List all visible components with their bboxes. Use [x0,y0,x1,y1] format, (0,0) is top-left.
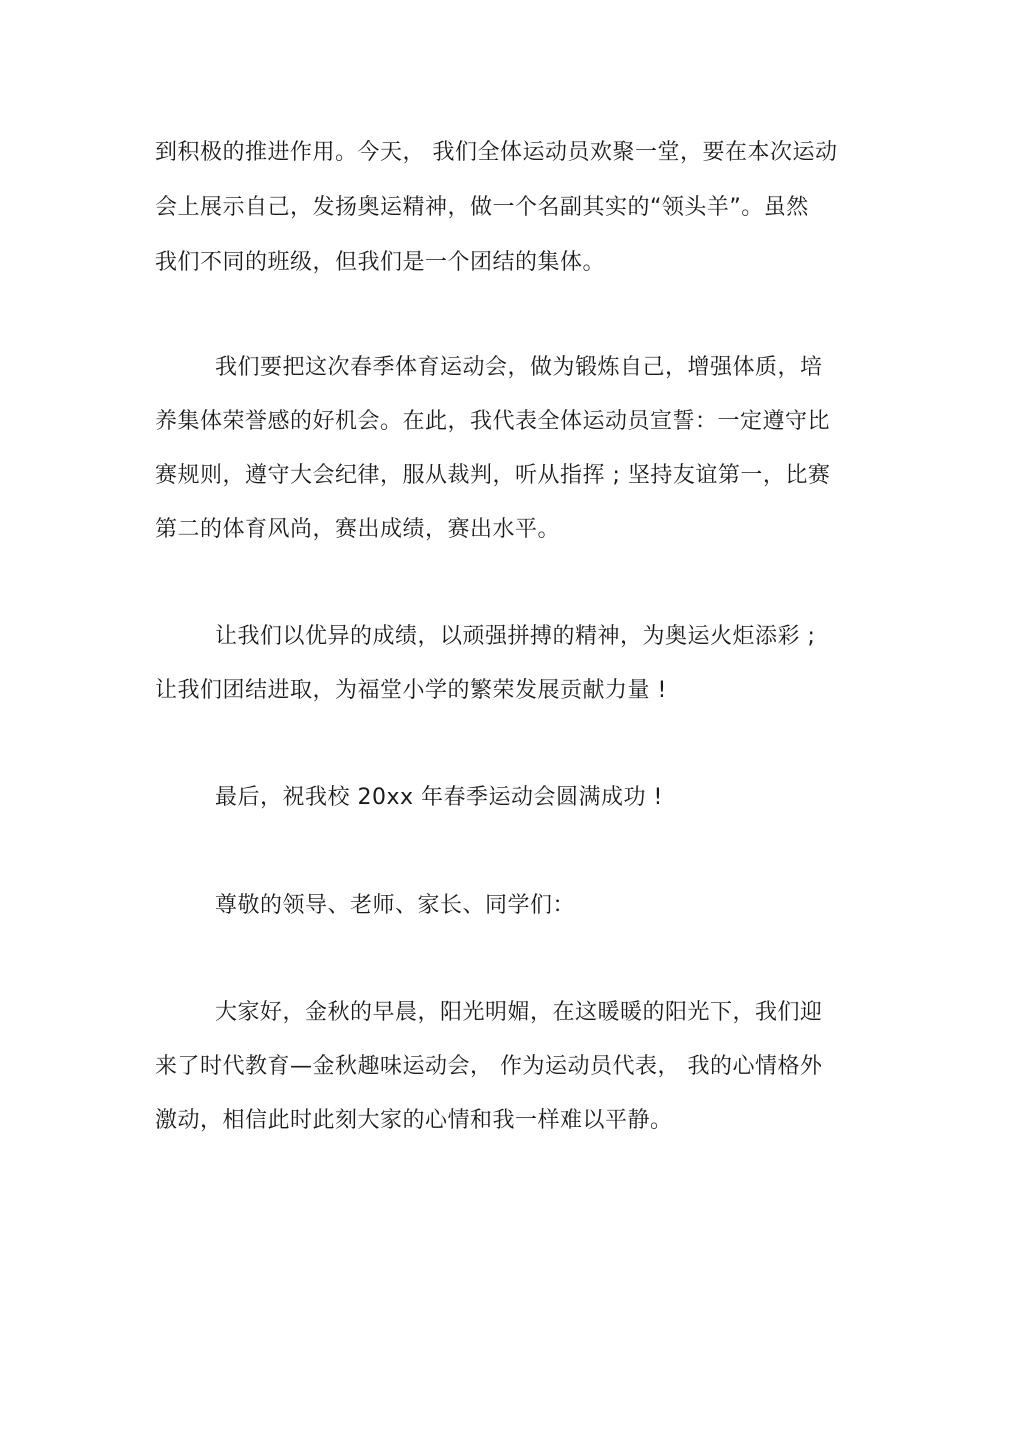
paragraph-line: 养集体荣誉感的好机会。在此，我代表全体运动员宣誓：一定遵守比 [155,409,831,434]
paragraph-line: 大家好，金秋的早晨，阳光明媚，在这暖暖的阳光下，我们迎 [215,1000,823,1025]
paragraph-line: 让我们团结进取，为福堂小学的繁荣发展贡献力量 ! [155,678,667,703]
paragraph-line: 让我们以优异的成绩，以顽强拼搏的精神，为奥运火炬添彩 ; [215,624,816,649]
paragraph-line: 我们要把这次春季体育运动会，做为锻炼自己，增强体质，培 [215,355,823,380]
paragraph-line: 最后，祝我校 20xx 年春季运动会圆满成功 ! [215,785,663,810]
paragraph-line: 来了时代教育—金秋趣味运动会， 作为运动员代表， 我的心情格外 [155,1054,823,1079]
greeting-line: 尊敬的领导、老师、家长、同学们： [215,893,576,918]
paragraph-line: 第二的体育风尚，赛出成绩，赛出水平。 [155,517,561,542]
paragraph-line: 会上展示自己，发扬奥运精神，做一个名副其实的“领头羊”。虽然 [155,195,809,220]
paragraph-line: 到积极的推进作用。今天， 我们全体运动员欢聚一堂，要在本次运动 [155,140,838,165]
paragraph-line: 激动，相信此时此刻大家的心情和我一样难以平静。 [155,1108,673,1133]
paragraph-line: 我们不同的班级，但我们是一个团结的集体。 [155,250,606,275]
paragraph-line: 赛规则，遵守大会纪律，服从裁判，听从指挥 ; 坚持友谊第一，比赛 [155,463,831,488]
